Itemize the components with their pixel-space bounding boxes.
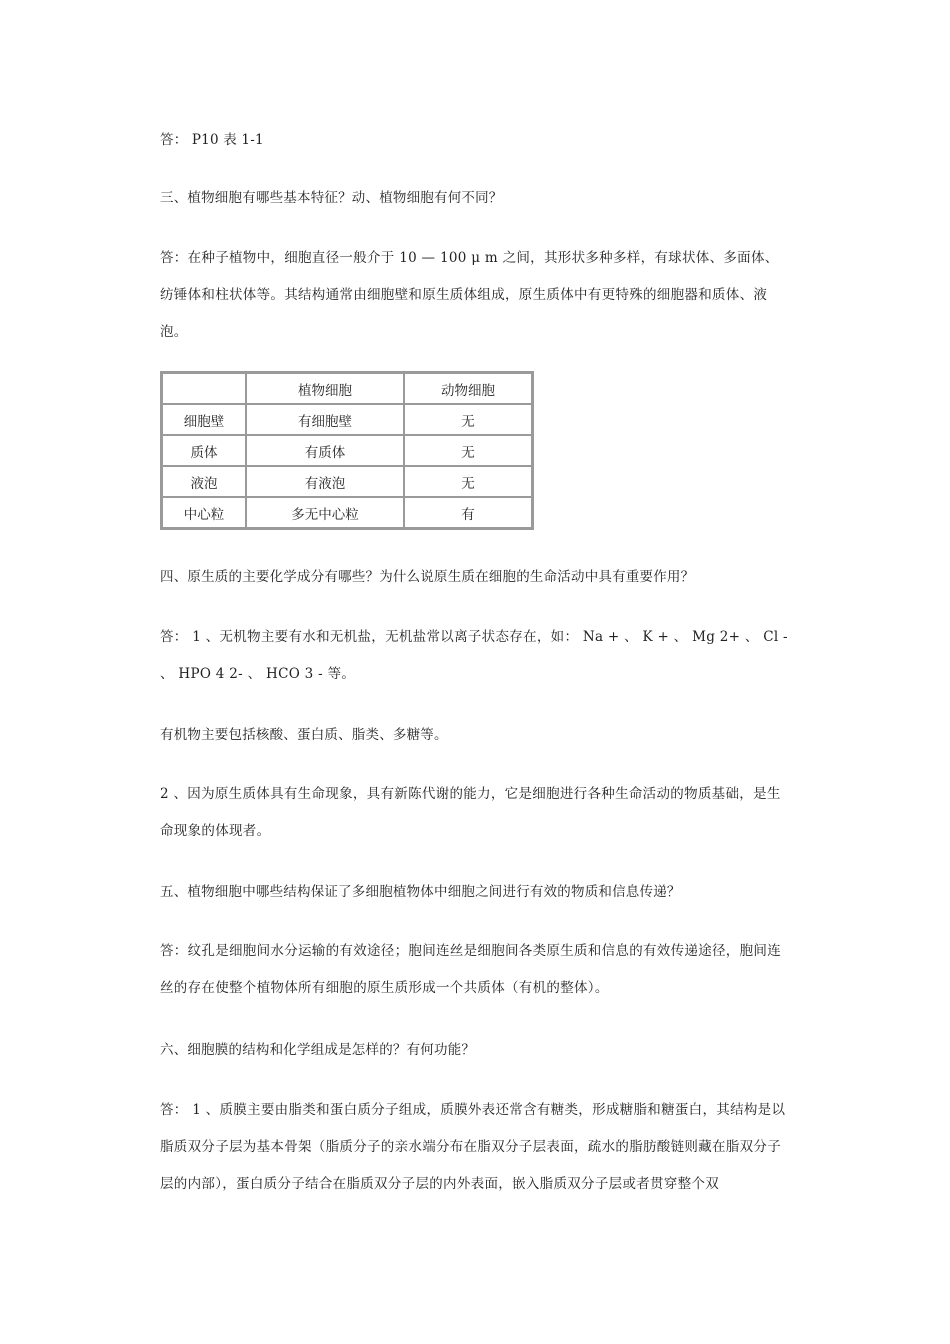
answer-4-part-2: 有机物主要包括核酸、蛋白质、脂类、多糖等。 [160, 727, 448, 743]
table-cell: 多无中心粒 [246, 497, 404, 528]
table-cell: 无 [404, 466, 532, 497]
answer-ref: 答： P10 表 1-1 [160, 132, 264, 148]
table-cell: 有细胞壁 [246, 404, 404, 435]
table-cell: 液泡 [162, 466, 246, 497]
table-header-cell: 动物细胞 [404, 373, 532, 404]
answer-5: 答：纹孔是细胞间水分运输的有效途径；胞间连丝是细胞间各类原生质和信息的有效传递途径，胞间连丝的存在使整个植物体所有细胞的原生质形成一个共质体（有机的整体）。 [160, 943, 781, 996]
question-4: 四、原生质的主要化学成分有哪些？为什么说原生质在细胞的生命活动中具有重要作用？ [160, 569, 695, 585]
table-cell: 无 [404, 435, 532, 466]
comparison-table [160, 371, 534, 530]
answer-4-part-3: 2 、因为原生质体具有生命现象，具有新陈代谢的能力，它是细胞进行各种生命活动的物质基础，是生命现象的体现者。 [160, 786, 781, 839]
question-6: 六、细胞膜的结构和化学组成是怎样的？有何功能？ [160, 1042, 476, 1058]
table-cell: 有 [404, 497, 532, 528]
table-cell: 细胞壁 [162, 404, 246, 435]
table-cell: 有质体 [246, 435, 404, 466]
table-row [162, 497, 532, 528]
table-cell: 质体 [162, 435, 246, 466]
table-cell: 无 [404, 404, 532, 435]
answer-6: 答： 1 、质膜主要由脂类和蛋白质分子组成，质膜外表还常含有糖类，形成糖脂和糖蛋白，其结构是以脂质双分子层为基本骨架（脂质分子的亲水端分布在脂双分子层表面，疏水的脂肪酸链则藏在脂双分子层的内部），蛋白质分子结合在脂质双分子层的内外表面，嵌入脂质双分子层或者贯穿整个双 [160, 1102, 786, 1192]
table-row [162, 404, 532, 435]
answer-4-part-1: 答： 1 、无机物主要有水和无机盐，无机盐常以离子状态存在，如： Na + 、 K + 、 Mg 2+ 、 Cl - 、 HPO 4 2- 、 HCO 3 - 等。 [160, 629, 788, 682]
table-row [162, 435, 532, 466]
table-cell: 有液泡 [246, 466, 404, 497]
answer-3: 答：在种子植物中，细胞直径一般介于 10 — 100 μ m 之间，其形状多种多样，有球状体、多面体、纺锤体和柱状体等。其结构通常由细胞壁和原生质体组成，原生质体中有更特殊的细胞器和质体、液泡。 [160, 250, 779, 340]
question-3: 三、植物细胞有哪些基本特征？动、植物细胞有何不同？ [160, 190, 503, 206]
table-row [162, 466, 532, 497]
question-5: 五、植物细胞中哪些结构保证了多细胞植物体中细胞之间进行有效的物质和信息传递？ [160, 884, 681, 900]
table-header-row [162, 373, 532, 404]
table-header-cell [162, 373, 246, 404]
table-cell: 中心粒 [162, 497, 246, 528]
table-header-cell: 植物细胞 [246, 373, 404, 404]
